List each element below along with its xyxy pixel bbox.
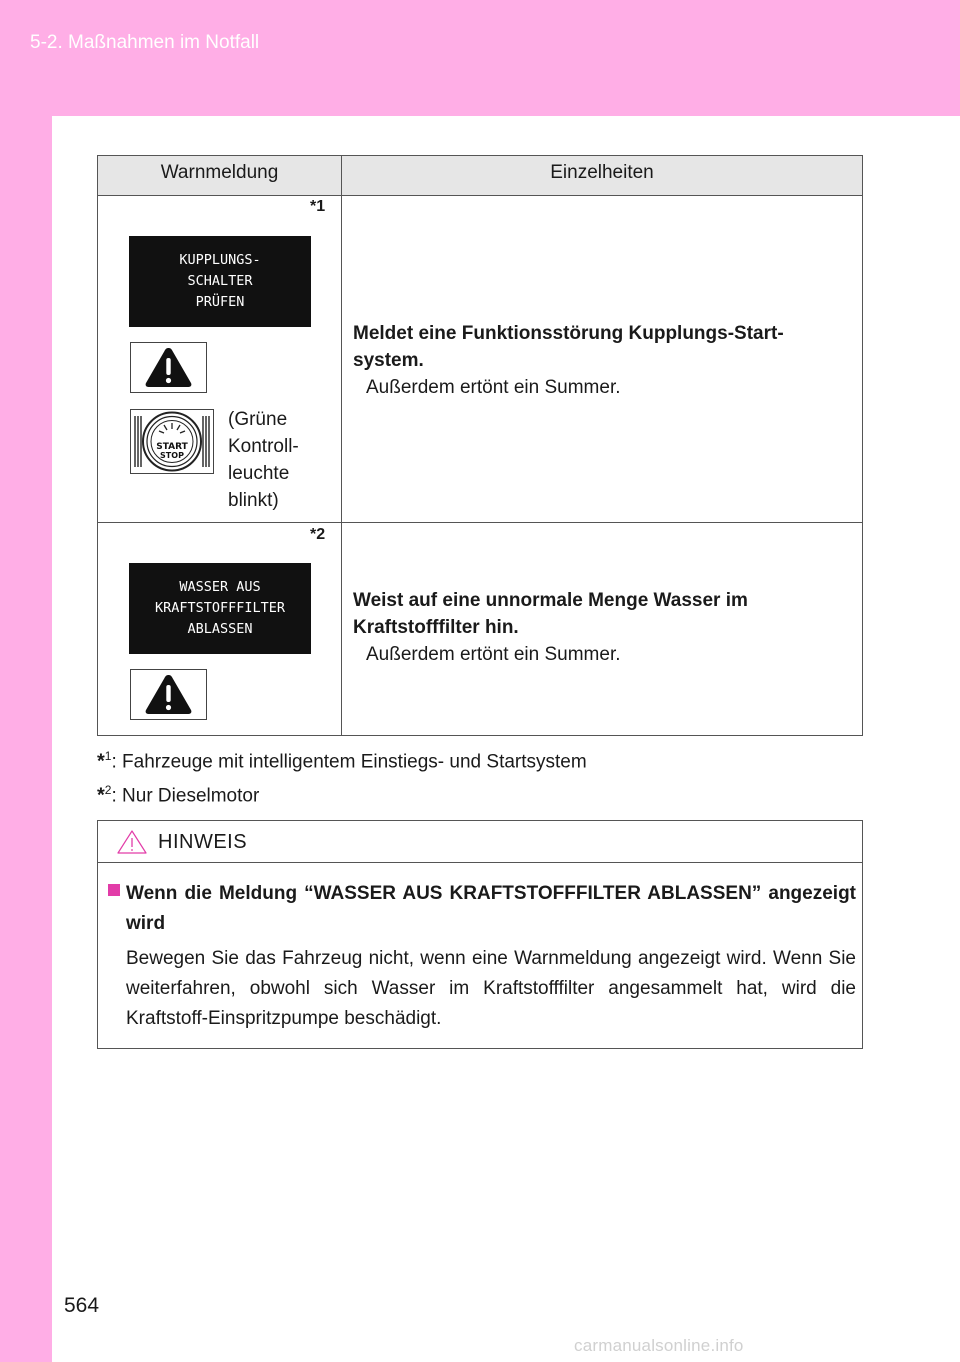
hinweis-header: [98, 821, 862, 863]
display-line: KUPPLUNGS-: [179, 252, 261, 268]
hinweis-body: Bewegen Sie das Fahrzeug nicht, wenn eine Warnmeldung angezeigt wird. Wenn Sie weiterfahren, obwohl sich Wasser im Kraftstofffilter angesammelt hat, wird die Kraftstoff-Einspritzpumpe beschädigt.: [126, 948, 856, 1029]
detail-sub: Außerdem ertönt ein Summer.: [366, 644, 621, 665]
note-line: Kontroll-: [228, 436, 299, 457]
column-divider: [341, 156, 342, 735]
bullet-square-icon: [108, 884, 120, 896]
warning-triangle-icon: [130, 342, 207, 393]
row-marker: *2: [310, 526, 326, 543]
start-stop-button-icon: [130, 409, 214, 474]
caution-icon: [116, 829, 148, 855]
hinweis-title: HINWEIS: [158, 831, 248, 853]
display-line: SCHALTER: [187, 273, 253, 289]
row-marker: *1: [310, 198, 326, 215]
table-header: [98, 156, 862, 196]
footnote: *$^1$: Fahrzeuge mit intelligentem Einstiegs- und Startsystem: [97, 749, 587, 773]
detail-text: [353, 587, 843, 668]
display-line: ABLASSEN: [187, 621, 253, 637]
row-divider: [98, 522, 862, 523]
side-band: [0, 116, 52, 1362]
detail-sub: Außerdem ertönt ein Summer.: [366, 377, 621, 398]
column-header-einzelheiten: Einzelheiten: [550, 162, 654, 183]
footnotes: [97, 742, 587, 811]
display-message: [129, 563, 311, 654]
watermark: carmanualsonline.info: [574, 1336, 744, 1355]
display-line: KRAFTSTOFFFILTER: [154, 600, 286, 616]
hinweis-box: [97, 820, 863, 1049]
section-title: 5-2. Maßnahmen im Notfall: [30, 32, 260, 53]
hinweis-heading: Wenn die Meldung “WASSER AUS KRAFTSTOFFFILTER ABLASSEN” angezeigt wird: [126, 883, 856, 934]
page-number: 564: [64, 1294, 100, 1317]
display-line: PRÜFEN: [195, 294, 245, 310]
display-message: [129, 236, 311, 327]
footnote: *$^2$: Nur Dieselmotor: [97, 783, 260, 807]
header-band: [0, 0, 960, 116]
start-label: START: [156, 442, 188, 452]
warning-table: [97, 155, 863, 736]
note-line: leuchte: [228, 463, 290, 484]
warning-triangle-icon: [130, 669, 207, 720]
note-line: (Grüne: [228, 409, 288, 430]
detail-bold: Weist auf eine unnormale Menge Wasser im Kraftstofffilter hin.: [353, 590, 748, 638]
display-line: WASSER AUS: [179, 579, 261, 595]
stop-label: STOP: [160, 451, 184, 460]
note-line: blinkt): [228, 490, 279, 511]
detail-text: [353, 320, 843, 401]
indicator-note: [228, 406, 338, 514]
column-header-warnmeldung: Warnmeldung: [160, 162, 279, 183]
detail-bold: Meldet eine Funktionsstörung Kupplungs-Start-system.: [353, 323, 784, 371]
